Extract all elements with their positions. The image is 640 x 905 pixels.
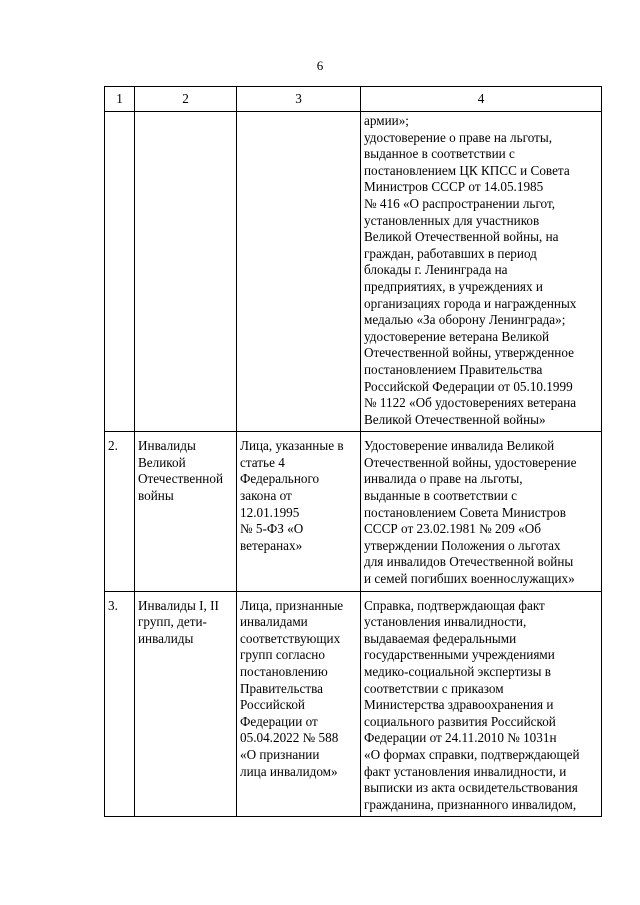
- page-number: 6: [316, 58, 324, 73]
- documents-text: армии»; удостоверение о праве на льготы, выданное в соответствии с постановлением ЦК КПСС и Совета Министров СССР от 14.05.1985 № 416 «О распространении льгот, установленных для участников Великой Отечественной войны, на граждан, работавших в период блокады г. Ленинграда на предприятиях, в учреждениях и организациях города и награжденных медалью «За оборону Ленинграда»; удостоверение ветерана Великой Отечественной войны, утвержденное постановлением Правительства Российской Федерации от 05.10.1999 № 1122 «Об удостоверениях ветерана Великой Отечественной войны»: [364, 113, 577, 427]
- row-number: 2.: [108, 438, 118, 454]
- persons-text: Лица, признанные инвалидами соответствующих групп согласно постановлению Правительства Российской Федерации от 05.04.2022 № 588 «О признании лица инвалидом»: [240, 597, 344, 779]
- documents-cell: [361, 112, 602, 432]
- column-header-2: 2: [135, 87, 237, 112]
- category-text: Инвалиды I, II групп, дети- инвалиды: [138, 597, 219, 646]
- row-number: 3.: [108, 597, 118, 613]
- row-number-cell: [105, 591, 135, 817]
- table-row: [105, 112, 602, 432]
- persons-cell: [237, 432, 361, 591]
- category-cell: [135, 112, 237, 432]
- row-number-cell: [105, 432, 135, 591]
- category-cell: [135, 591, 237, 817]
- row-number-cell: [105, 112, 135, 432]
- documents-cell: [361, 591, 602, 817]
- column-header-1: 1: [105, 87, 135, 112]
- documents-cell: [361, 432, 602, 591]
- table-row: [105, 591, 602, 817]
- persons-text: Лица, указанные в статье 4 Федерального закона от 12.01.1995 № 5-ФЗ «О ветеранах»: [240, 438, 344, 553]
- category-cell: [135, 432, 237, 591]
- persons-cell: [237, 591, 361, 817]
- category-text: Инвалиды Великой Отечественной войны: [138, 438, 224, 504]
- persons-cell: [237, 112, 361, 432]
- column-header-4: 4: [361, 87, 602, 112]
- documents-text: Справка, подтверждающая факт установления инвалидности, выдаваемая федеральными государственными учреждениями медико-социальной экспертизы в соответствии с приказом Министерства здравоохранения и социального развития Российской Федерации от 24.11.2010 № 1031н «О формах справки, подтверждающей факт установления инвалидности, и выписки из акта освидетельствования гражданина, признанного инвалидом,: [364, 597, 580, 812]
- column-header-3: 3: [237, 87, 361, 112]
- documents-text: Удостоверение инвалида Великой Отечественной войны, удостоверение инвалида о праве на льготы, выданные в соответствии с постановлением Совета Министров СССР от 23.02.1981 № 209 «Об утверждении Положения о льготах для инвалидов Отечественной войны и семей погибших военнослужащих»: [364, 438, 577, 587]
- benefits-table: [104, 86, 602, 817]
- table-row: [105, 432, 602, 591]
- table-header-row: [105, 87, 602, 112]
